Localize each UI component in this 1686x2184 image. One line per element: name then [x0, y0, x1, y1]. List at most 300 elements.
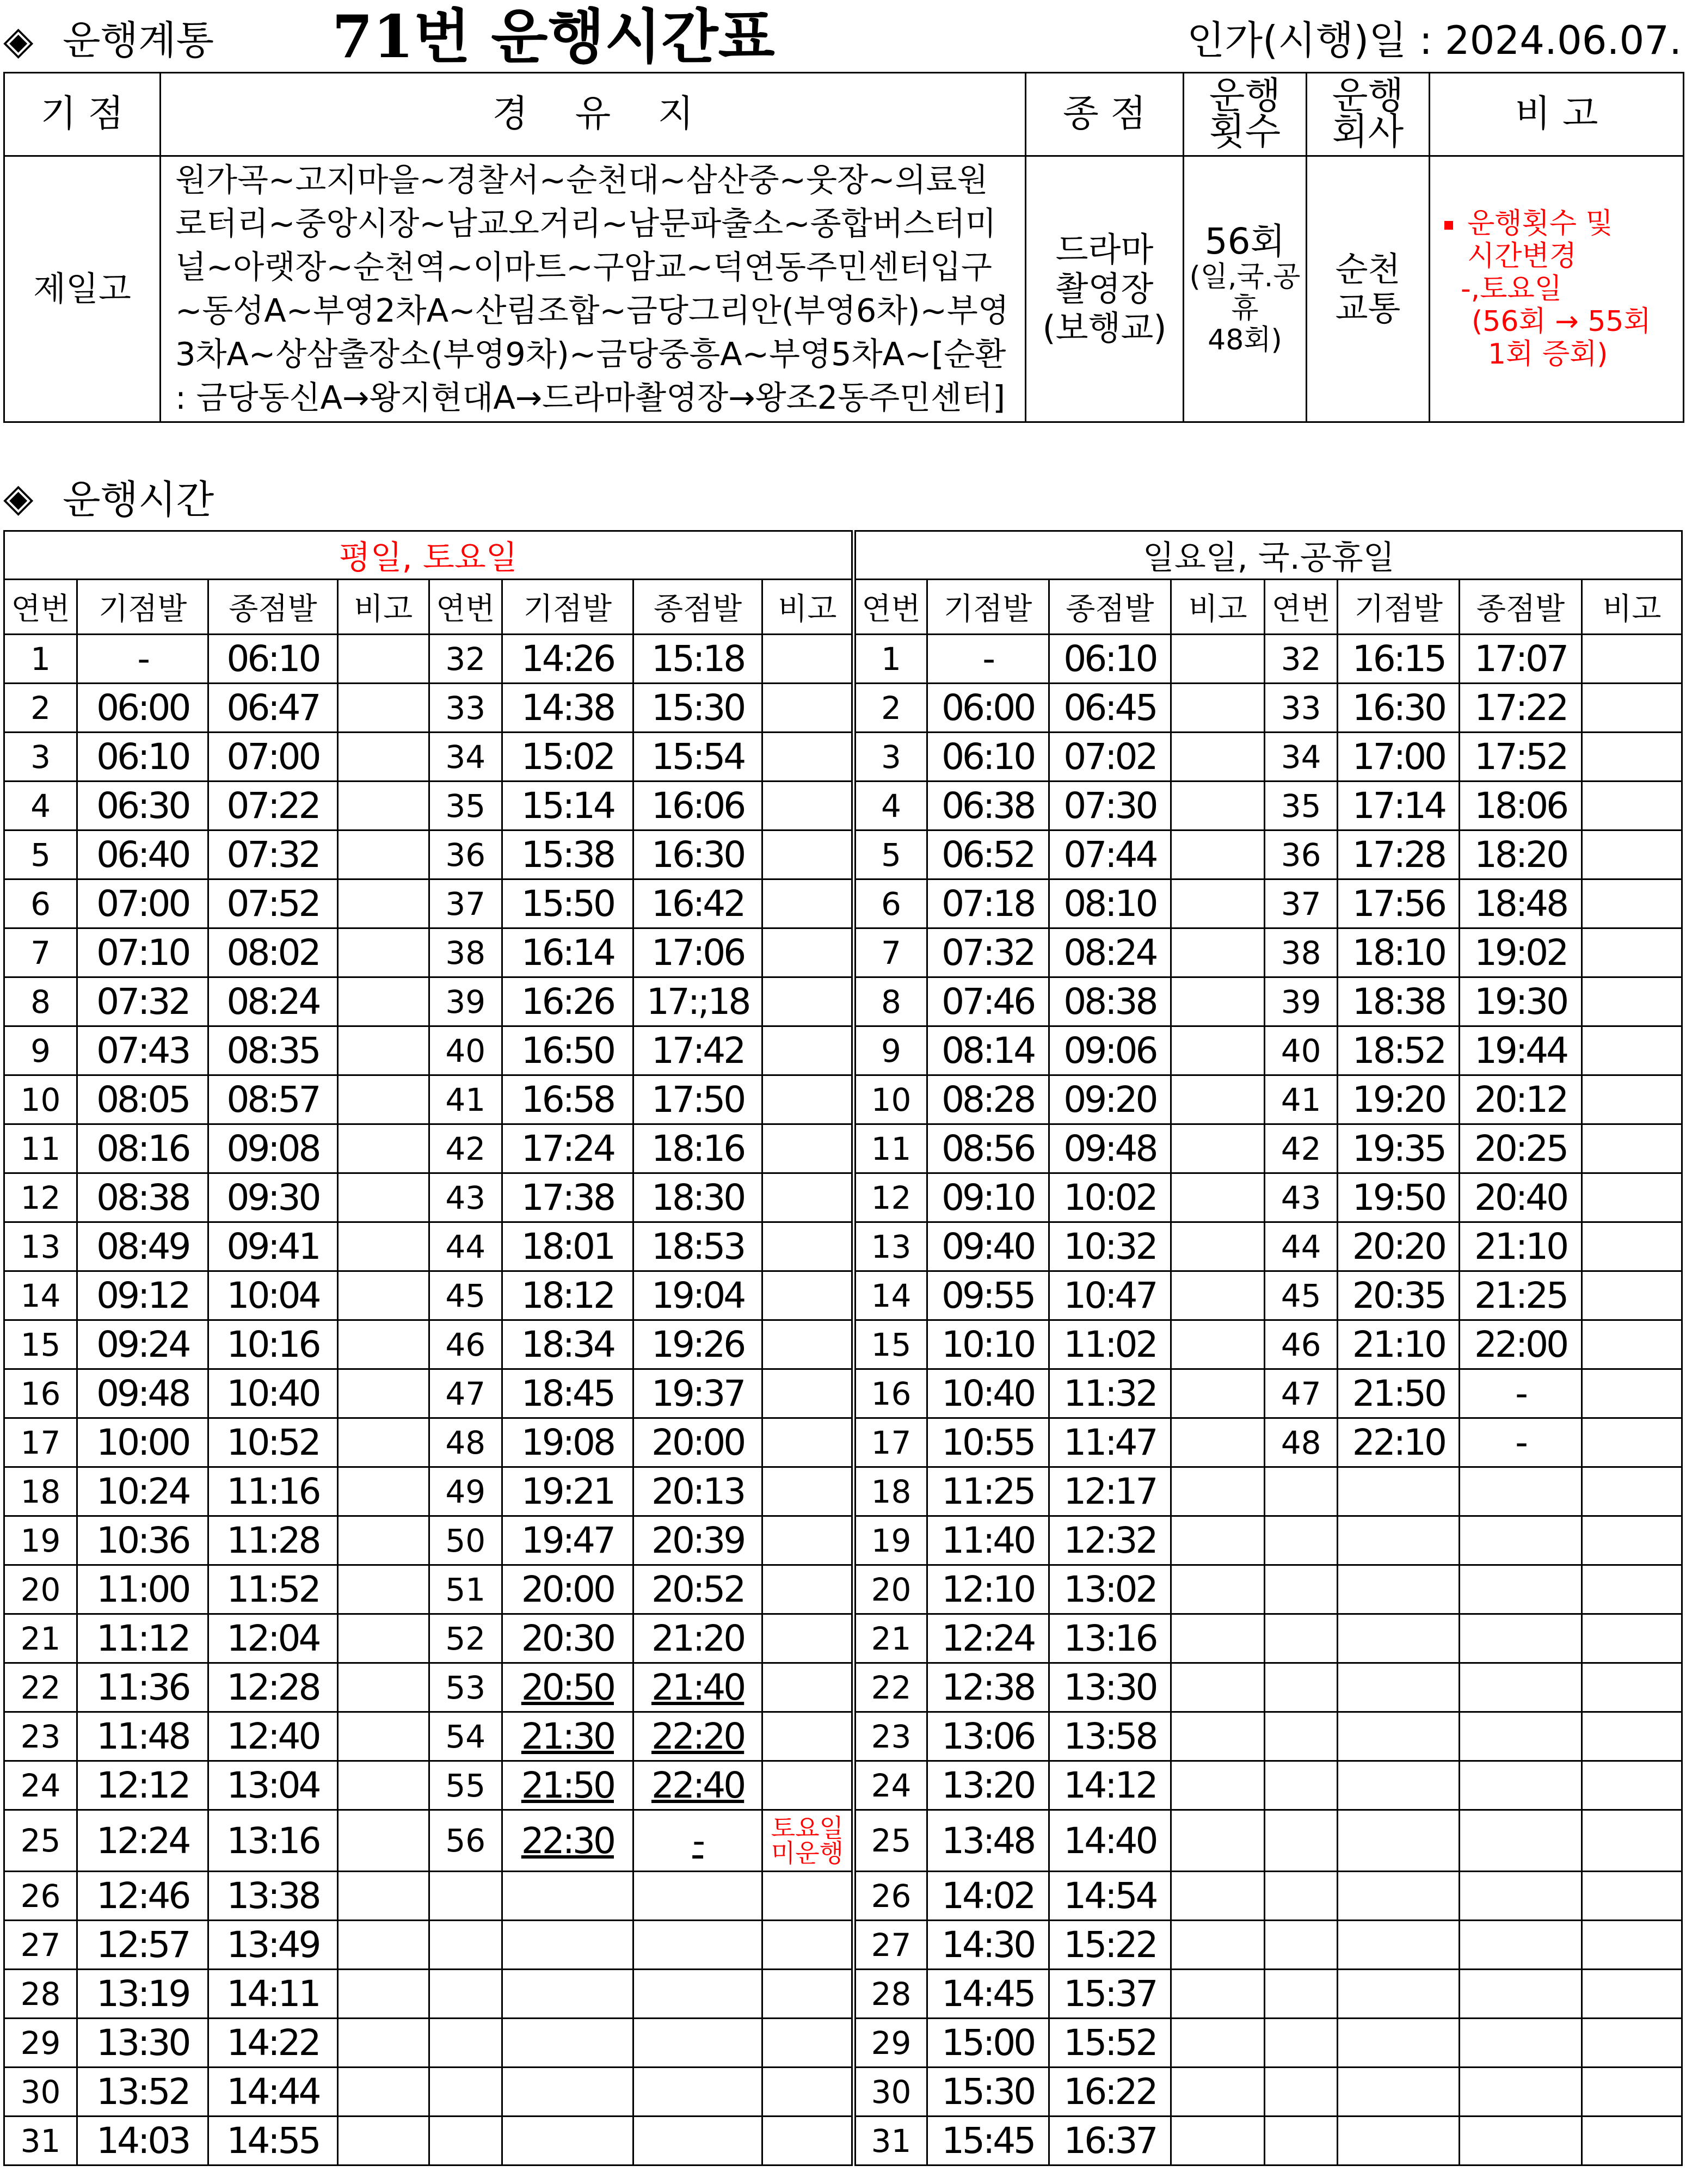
cell-arrival	[633, 635, 762, 684]
cell-no	[4, 1516, 77, 1565]
cell-arrival-text: 14:54	[1063, 1875, 1156, 1917]
cell-arrival	[1460, 635, 1582, 684]
cell-departure	[927, 684, 1049, 733]
cell-arrival	[1460, 1418, 1582, 1467]
cell-arrival-text: 17:42	[651, 1030, 744, 1072]
cell-no	[1265, 1810, 1338, 1872]
cell-departure	[77, 977, 208, 1026]
cell-arrival	[633, 1124, 762, 1173]
col-note: 비고	[1582, 580, 1682, 635]
cell-no	[4, 1418, 77, 1467]
cell-no	[1265, 1271, 1338, 1320]
cell-note	[762, 1026, 854, 1075]
cell-departure-text: 14:30	[942, 1924, 1035, 1966]
remark-line: 토요일	[771, 1813, 844, 1843]
cell-arrival-text: 19:04	[651, 1275, 744, 1316]
cell-arrival	[633, 1271, 762, 1320]
col-departure: 기점발	[502, 580, 633, 635]
cell-arrival	[633, 2117, 762, 2165]
cell-departure	[77, 1761, 208, 1810]
cell-note	[337, 1075, 429, 1124]
cell-departure-text: 19:47	[521, 1519, 614, 1561]
cell-arrival	[208, 1467, 337, 1516]
destination-cell	[1026, 156, 1184, 422]
square-bullet-icon	[1444, 221, 1453, 230]
cell-arrival-text: 10:47	[1063, 1275, 1156, 1316]
cell-departure-text: 22:10	[1352, 1422, 1445, 1463]
note-line: 1회 증회)	[1488, 338, 1608, 371]
cell-note	[1582, 1271, 1682, 1320]
cell-arrival-text: 15:18	[651, 638, 744, 680]
col-arrival: 종점발	[1460, 580, 1582, 635]
cell-departure-text: 16:30	[1352, 687, 1445, 729]
schedule-row	[4, 1418, 1682, 1467]
cell-note	[1171, 2019, 1264, 2068]
cell-departure	[1338, 1761, 1460, 1810]
cell-no	[1265, 1614, 1338, 1663]
schedule-row	[4, 733, 1682, 782]
cell-departure-text: 15:50	[521, 883, 614, 925]
cell-departure-text: 09:10	[942, 1177, 1035, 1219]
cell-departure-text: 10:00	[96, 1422, 189, 1463]
cell-no	[1265, 1124, 1338, 1173]
cell-arrival	[208, 928, 337, 977]
cell-departure-text: 07:46	[942, 981, 1035, 1023]
cell-no	[854, 733, 927, 782]
cell-departure	[502, 1320, 633, 1369]
cell-no	[854, 1418, 927, 1467]
cell-note	[1171, 782, 1264, 830]
cell-no-text: 13	[871, 1228, 912, 1265]
cell-arrival-text: 09:30	[226, 1177, 319, 1219]
cell-arrival-text: 17:52	[1474, 736, 1567, 778]
cell-no	[1265, 1173, 1338, 1222]
cell-note	[762, 1565, 854, 1614]
cell-departure	[927, 1921, 1049, 1970]
cell-departure-text: 19:50	[1352, 1177, 1445, 1219]
cell-departure-text: 18:34	[521, 1324, 614, 1365]
schedule-row	[4, 830, 1682, 879]
cell-note	[337, 684, 429, 733]
cell-departure-text: 06:52	[942, 834, 1035, 876]
cell-note	[1171, 2117, 1264, 2165]
cell-departure-text: 10:24	[96, 1471, 189, 1512]
cell-departure	[1338, 1418, 1460, 1467]
cell-arrival	[1460, 1565, 1582, 1614]
cell-departure-text: 07:00	[96, 883, 189, 925]
cell-arrival	[1049, 1970, 1171, 2019]
cell-departure	[502, 1418, 633, 1467]
cell-no	[429, 1173, 502, 1222]
cell-note	[1582, 1124, 1682, 1173]
cell-arrival-text: 12:04	[226, 1617, 319, 1659]
cell-departure	[1338, 830, 1460, 879]
cell-arrival	[208, 1614, 337, 1663]
cell-arrival	[633, 1970, 762, 2019]
cell-departure	[502, 733, 633, 782]
cell-arrival	[208, 1222, 337, 1271]
cell-departure	[77, 2019, 208, 2068]
cell-note	[762, 1075, 854, 1124]
cell-arrival-text: 11:28	[226, 1519, 319, 1561]
cell-no	[854, 1712, 927, 1761]
cell-departure	[77, 1467, 208, 1516]
cell-no-text: 38	[1281, 934, 1321, 971]
cell-note	[762, 830, 854, 879]
cell-note	[337, 1970, 429, 2019]
cell-no-text: 18	[20, 1473, 61, 1510]
header-via: 경 유 지	[161, 73, 1026, 156]
cell-no	[1265, 1872, 1338, 1921]
cell-note	[337, 2019, 429, 2068]
title-row	[0, 3, 1686, 71]
cell-no-text: 14	[20, 1277, 61, 1314]
holiday-group-header: 일요일, 국.공휴일	[854, 531, 1682, 580]
cell-no-text: 36	[445, 836, 486, 873]
cell-arrival-text: 11:47	[1063, 1422, 1156, 1463]
cell-arrival-text: 10:32	[1063, 1226, 1156, 1268]
col-departure: 기점발	[77, 580, 208, 635]
cell-departure-text: 06:38	[942, 785, 1035, 827]
cell-arrival-text: 13:16	[1063, 1617, 1156, 1659]
cell-arrival	[208, 1124, 337, 1173]
diamond-bullet-icon: ◈	[3, 475, 34, 520]
schedule-row	[4, 782, 1682, 830]
cell-departure	[1338, 1614, 1460, 1663]
cell-note	[337, 928, 429, 977]
cell-arrival	[208, 1173, 337, 1222]
cell-no	[429, 830, 502, 879]
cell-arrival-text: -	[1515, 1422, 1526, 1463]
cell-arrival	[633, 1663, 762, 1712]
cell-note	[762, 1320, 854, 1369]
cell-no-text: 1	[881, 640, 901, 678]
cell-note	[762, 1970, 854, 2019]
cell-note	[1582, 2019, 1682, 2068]
cell-departure-text: -	[982, 638, 994, 680]
cell-no	[429, 2019, 502, 2068]
cell-arrival	[1460, 1663, 1582, 1712]
cell-note	[337, 1712, 429, 1761]
cell-departure	[77, 1320, 208, 1369]
cell-departure	[502, 1872, 633, 1921]
cell-note	[1582, 684, 1682, 733]
header-company: 운행 회사	[1307, 73, 1430, 156]
cell-no-text: 32	[445, 640, 486, 678]
cell-arrival	[633, 1369, 762, 1418]
cell-no	[429, 1418, 502, 1467]
cell-note	[1582, 782, 1682, 830]
cell-departure	[927, 1663, 1049, 1712]
cell-departure	[927, 1614, 1049, 1663]
cell-note	[1171, 1516, 1264, 1565]
cell-no	[4, 1921, 77, 1970]
cell-departure	[77, 1026, 208, 1075]
cell-no-text: 24	[20, 1767, 61, 1804]
cell-no	[854, 1222, 927, 1271]
cell-note	[337, 1369, 429, 1418]
cell-arrival	[208, 1810, 337, 1872]
cell-arrival-text: 14:22	[226, 2022, 319, 2064]
cell-arrival	[1460, 1970, 1582, 2019]
cell-departure-text: 07:10	[96, 932, 189, 974]
cell-departure	[1338, 1516, 1460, 1565]
cell-no	[429, 782, 502, 830]
schedule-row	[4, 2117, 1682, 2165]
cell-no	[4, 830, 77, 879]
cell-arrival-text: 07:00	[226, 736, 319, 778]
cell-no-text: 30	[871, 2073, 912, 2111]
cell-no	[854, 1124, 927, 1173]
cell-departure-text: 13:52	[96, 2071, 189, 2113]
cell-note	[337, 1872, 429, 1921]
cell-note	[337, 1271, 429, 1320]
cell-arrival	[1460, 1075, 1582, 1124]
schedule-table	[3, 530, 1683, 2166]
cell-departure-text: 09:40	[942, 1226, 1035, 1268]
cell-no-text: 35	[445, 787, 486, 825]
cell-departure	[502, 1614, 633, 1663]
cell-no	[4, 1271, 77, 1320]
trips-cell	[1184, 156, 1307, 422]
cell-note	[1582, 1872, 1682, 1921]
cell-arrival	[208, 1516, 337, 1565]
cell-no-text: 2	[30, 689, 51, 727]
cell-arrival	[1049, 1369, 1171, 1418]
cell-departure	[927, 928, 1049, 977]
schedule-row	[4, 977, 1682, 1026]
cell-no	[4, 1173, 77, 1222]
cell-no-text: 27	[20, 1926, 61, 1964]
cell-arrival	[1049, 1921, 1171, 1970]
cell-departure-text: 17:00	[1352, 736, 1445, 778]
cell-no-text: 12	[20, 1179, 61, 1216]
cell-no	[854, 2068, 927, 2117]
cell-no	[4, 1026, 77, 1075]
schedule-row	[4, 1712, 1682, 1761]
cell-arrival-text: 08:38	[1063, 981, 1156, 1023]
cell-arrival	[1049, 782, 1171, 830]
cell-arrival-text: 06:45	[1063, 687, 1156, 729]
cell-no-text: 4	[881, 787, 901, 825]
cell-no	[429, 1369, 502, 1418]
cell-note	[762, 782, 854, 830]
cell-departure	[502, 1663, 633, 1712]
cell-departure-text: 16:14	[521, 932, 614, 974]
cell-arrival	[633, 782, 762, 830]
cell-arrival	[1049, 1124, 1171, 1173]
cell-arrival-text: 10:16	[226, 1324, 319, 1365]
cell-no	[1265, 1663, 1338, 1712]
cell-arrival-text: 19:02	[1474, 932, 1567, 974]
schedule-row	[4, 1810, 1682, 1872]
col-note: 비고	[762, 580, 854, 635]
cell-departure-text: 11:48	[96, 1715, 189, 1757]
cell-note	[762, 928, 854, 977]
cell-note	[1171, 1222, 1264, 1271]
cell-departure	[77, 1124, 208, 1173]
cell-no	[854, 782, 927, 830]
cell-departure-text: 13:20	[942, 1764, 1035, 1806]
cell-no	[4, 1320, 77, 1369]
cell-arrival-text: 19:37	[651, 1373, 744, 1414]
cell-arrival	[1049, 2068, 1171, 2117]
cell-no	[429, 1970, 502, 2019]
cell-departure-text: 06:00	[96, 687, 189, 729]
cell-arrival	[1049, 635, 1171, 684]
cell-no-text: 9	[30, 1032, 51, 1069]
cell-departure-text: 18:45	[521, 1373, 614, 1414]
cell-arrival	[633, 733, 762, 782]
cell-departure-text: 19:08	[521, 1422, 614, 1463]
col-note: 비고	[1171, 580, 1264, 635]
cell-arrival	[208, 782, 337, 830]
cell-no-text: 51	[445, 1571, 486, 1608]
cell-arrival	[1049, 684, 1171, 733]
cell-departure	[77, 1565, 208, 1614]
cell-arrival	[1460, 1222, 1582, 1271]
cell-departure	[927, 1124, 1049, 1173]
cell-arrival	[208, 830, 337, 879]
cell-note	[1582, 1418, 1682, 1467]
cell-note	[1171, 1565, 1264, 1614]
cell-departure-text: 13:19	[96, 1973, 189, 2015]
cell-arrival	[633, 1222, 762, 1271]
cell-arrival	[1049, 1075, 1171, 1124]
cell-no-text: 35	[1281, 787, 1321, 825]
cell-no-text: 37	[445, 885, 486, 922]
schedule-row	[4, 1222, 1682, 1271]
cell-departure-text: 11:36	[96, 1666, 189, 1708]
cell-departure	[77, 1516, 208, 1565]
cell-no	[429, 733, 502, 782]
schedule-row	[4, 1271, 1682, 1320]
cell-departure	[1338, 1271, 1460, 1320]
cell-note	[337, 635, 429, 684]
cell-no	[1265, 1369, 1338, 1418]
cell-departure-text: 21:50	[1352, 1373, 1445, 1414]
cell-arrival-text: 09:06	[1063, 1030, 1156, 1072]
cell-departure	[502, 2068, 633, 2117]
cell-no-text: 2	[881, 689, 901, 727]
change-note-cell	[1430, 156, 1684, 422]
cell-arrival-text: -	[1515, 1373, 1526, 1414]
cell-no-text: 15	[871, 1326, 912, 1363]
cell-departure-text: 14:45	[942, 1973, 1035, 2015]
cell-departure	[502, 1970, 633, 2019]
cell-note	[1582, 1565, 1682, 1614]
schedule-row	[4, 1663, 1682, 1712]
cell-arrival-text: 06:47	[226, 687, 319, 729]
cell-no	[1265, 2068, 1338, 2117]
cell-departure-text: 21:30	[521, 1715, 614, 1757]
cell-departure-text: 12:57	[96, 1924, 189, 1966]
cell-arrival	[1049, 1712, 1171, 1761]
cell-arrival-text: 10:40	[226, 1373, 319, 1414]
cell-no	[429, 1124, 502, 1173]
cell-departure	[927, 1516, 1049, 1565]
cell-arrival	[1460, 2019, 1582, 2068]
cell-note	[1171, 1663, 1264, 1712]
cell-departure	[502, 830, 633, 879]
cell-arrival	[1460, 830, 1582, 879]
cell-note	[1171, 1467, 1264, 1516]
cell-arrival	[208, 1565, 337, 1614]
cell-arrival	[1049, 1663, 1171, 1712]
cell-arrival-text: 06:10	[226, 638, 319, 680]
cell-departure-text: 09:12	[96, 1275, 189, 1316]
cell-departure	[77, 879, 208, 928]
cell-departure-text: 08:28	[942, 1079, 1035, 1121]
cell-arrival	[633, 830, 762, 879]
cell-departure	[77, 1872, 208, 1921]
cell-departure	[502, 928, 633, 977]
company-line: 교통	[1335, 288, 1401, 328]
cell-no-text: 12	[871, 1179, 912, 1216]
cell-departure	[502, 879, 633, 928]
cell-note	[337, 879, 429, 928]
cell-departure-text: 16:26	[521, 981, 614, 1023]
cell-note	[762, 1369, 854, 1418]
cell-no-text: 48	[445, 1424, 486, 1461]
cell-departure-text: 12:10	[942, 1568, 1035, 1610]
cell-no-text: 22	[871, 1669, 912, 1706]
schedule-row	[4, 928, 1682, 977]
schedule-row	[4, 1614, 1682, 1663]
cell-no-text: 33	[1281, 689, 1321, 727]
cell-departure	[77, 1663, 208, 1712]
cell-arrival	[208, 1761, 337, 1810]
cell-departure-text: 19:20	[1352, 1079, 1445, 1121]
cell-arrival-text: 10:04	[226, 1275, 319, 1316]
cell-no	[4, 1810, 77, 1872]
cell-no	[4, 684, 77, 733]
cell-departure	[502, 1921, 633, 1970]
cell-arrival	[1460, 2117, 1582, 2165]
cell-departure-text: 12:24	[96, 1819, 189, 1862]
cell-departure	[1338, 1320, 1460, 1369]
cell-no-text: 29	[20, 2024, 61, 2062]
cell-note	[337, 733, 429, 782]
cell-departure	[77, 1418, 208, 1467]
cell-arrival	[633, 1467, 762, 1516]
cell-note	[762, 1467, 854, 1516]
cell-no	[429, 635, 502, 684]
cell-no-text: 23	[871, 1718, 912, 1755]
cell-departure	[927, 977, 1049, 1026]
cell-arrival-text: 15:30	[651, 687, 744, 729]
cell-note	[1171, 1173, 1264, 1222]
cell-departure	[927, 830, 1049, 879]
cell-arrival-text: 15:37	[1063, 1973, 1156, 2015]
cell-arrival	[1049, 1516, 1171, 1565]
cell-note	[337, 1565, 429, 1614]
cell-departure	[77, 1075, 208, 1124]
cell-note	[762, 635, 854, 684]
cell-departure-text: 06:00	[942, 687, 1035, 729]
col-no: 연번	[854, 580, 927, 635]
cell-departure	[927, 1565, 1049, 1614]
cell-departure-text: 10:10	[942, 1324, 1035, 1365]
cell-departure	[927, 1467, 1049, 1516]
cell-departure-text: 22:30	[521, 1819, 614, 1862]
cell-arrival	[633, 977, 762, 1026]
cell-arrival-text: 14:40	[1063, 1819, 1156, 1862]
cell-departure	[502, 977, 633, 1026]
cell-departure	[1338, 1663, 1460, 1712]
cell-departure	[927, 782, 1049, 830]
cell-arrival-text: 20:25	[1474, 1128, 1567, 1170]
